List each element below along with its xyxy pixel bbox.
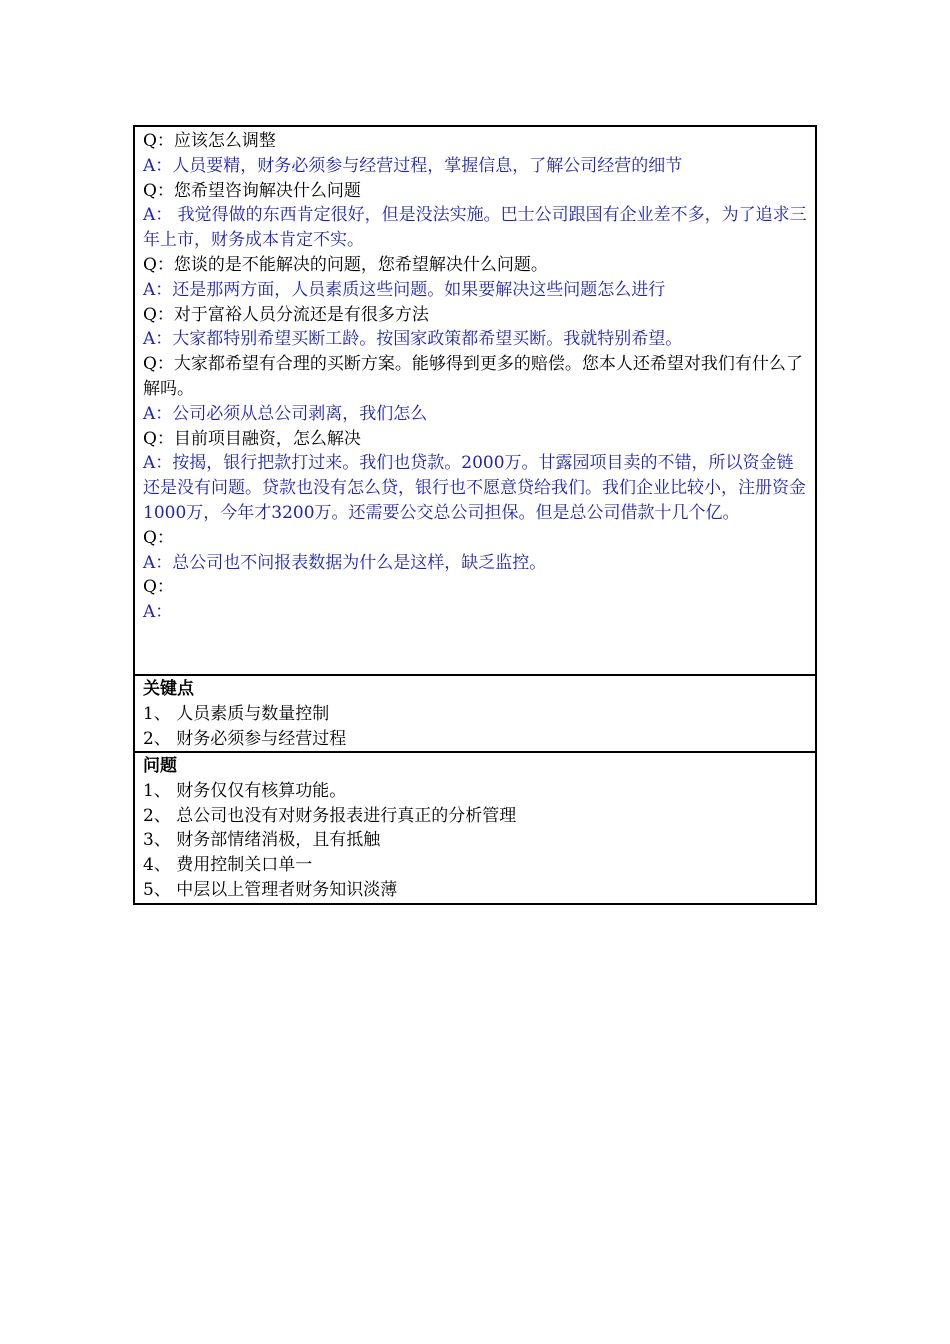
question-line: Q：您谈的是不能解决的问题，您希望解决什么问题。 [143,254,548,275]
question-line: Q：大家都希望有合理的买断方案。能够得到更多的赔偿。您本人还希望对我们有什么了解吗。 [143,354,803,399]
answer-line: A：大家都特别希望买断工龄。按国家政策都希望买断。我就特别希望。 [143,329,683,350]
answer-line: A： 我觉得做的东西肯定很好，但是没法实施。巴士公司跟国有企业差不多，为了追求三年上市，财务成本肯定不实。 [143,205,807,251]
question-line: Q： [143,577,174,598]
question-line: Q：您希望咨询解决什么问题 [143,180,361,201]
key-points-title: 关键点 [143,679,194,699]
problem-item: 3、 财务部情绪消极，且有抵触 [143,830,381,851]
question-line: Q：目前项目融资，怎么解决 [143,428,361,449]
question-line: Q： [143,527,174,548]
problems-section [133,753,817,905]
answer-line: A：还是那两方面，人员素质这些问题。如果要解决这些问题怎么进行 [143,279,666,300]
question-line: Q：应该怎么调整 [143,131,276,151]
problem-item: 1、 财务仅仅有核算功能。 [143,780,347,801]
key-point-item: 2、 财务必须参与经营过程 [143,728,347,749]
interview-table [133,125,817,905]
answer-line: A： [143,602,173,623]
question-line: Q：对于富裕人员分流还是有很多方法 [143,304,429,325]
problem-item: 4、 费用控制关口单一 [143,855,313,876]
key-point-item: 1、 人员素质与数量控制 [143,703,330,724]
answer-line: A：人员要精，财务必须参与经营过程，掌握信息，了解公司经营的细节 [143,155,683,176]
answer-line: A：按揭，银行把款打过来。我们也贷款。2000万。甘露园项目卖的不错，所以资金链还是没有问题。贷款也没有怎么贷，银行也不愿意贷给我们。我们企业比较小，注册资金1000万，今年才3200万。还需要公交总公司担保。但是总公司借款十几个亿。 [143,453,806,523]
key-points-section [133,676,817,753]
answer-line: A：总公司也不问报表数据为什么是这样，缺乏监控。 [143,552,547,573]
problem-item: 5、 中层以上管理者财务知识淡薄 [143,879,398,900]
answer-line: A：公司必须从总公司剥离，我们怎么 [143,403,428,424]
qa-section [133,125,817,676]
problem-item: 2、 总公司也没有对财务报表进行真正的分析管理 [143,805,517,826]
problems-title: 问题 [143,756,177,776]
